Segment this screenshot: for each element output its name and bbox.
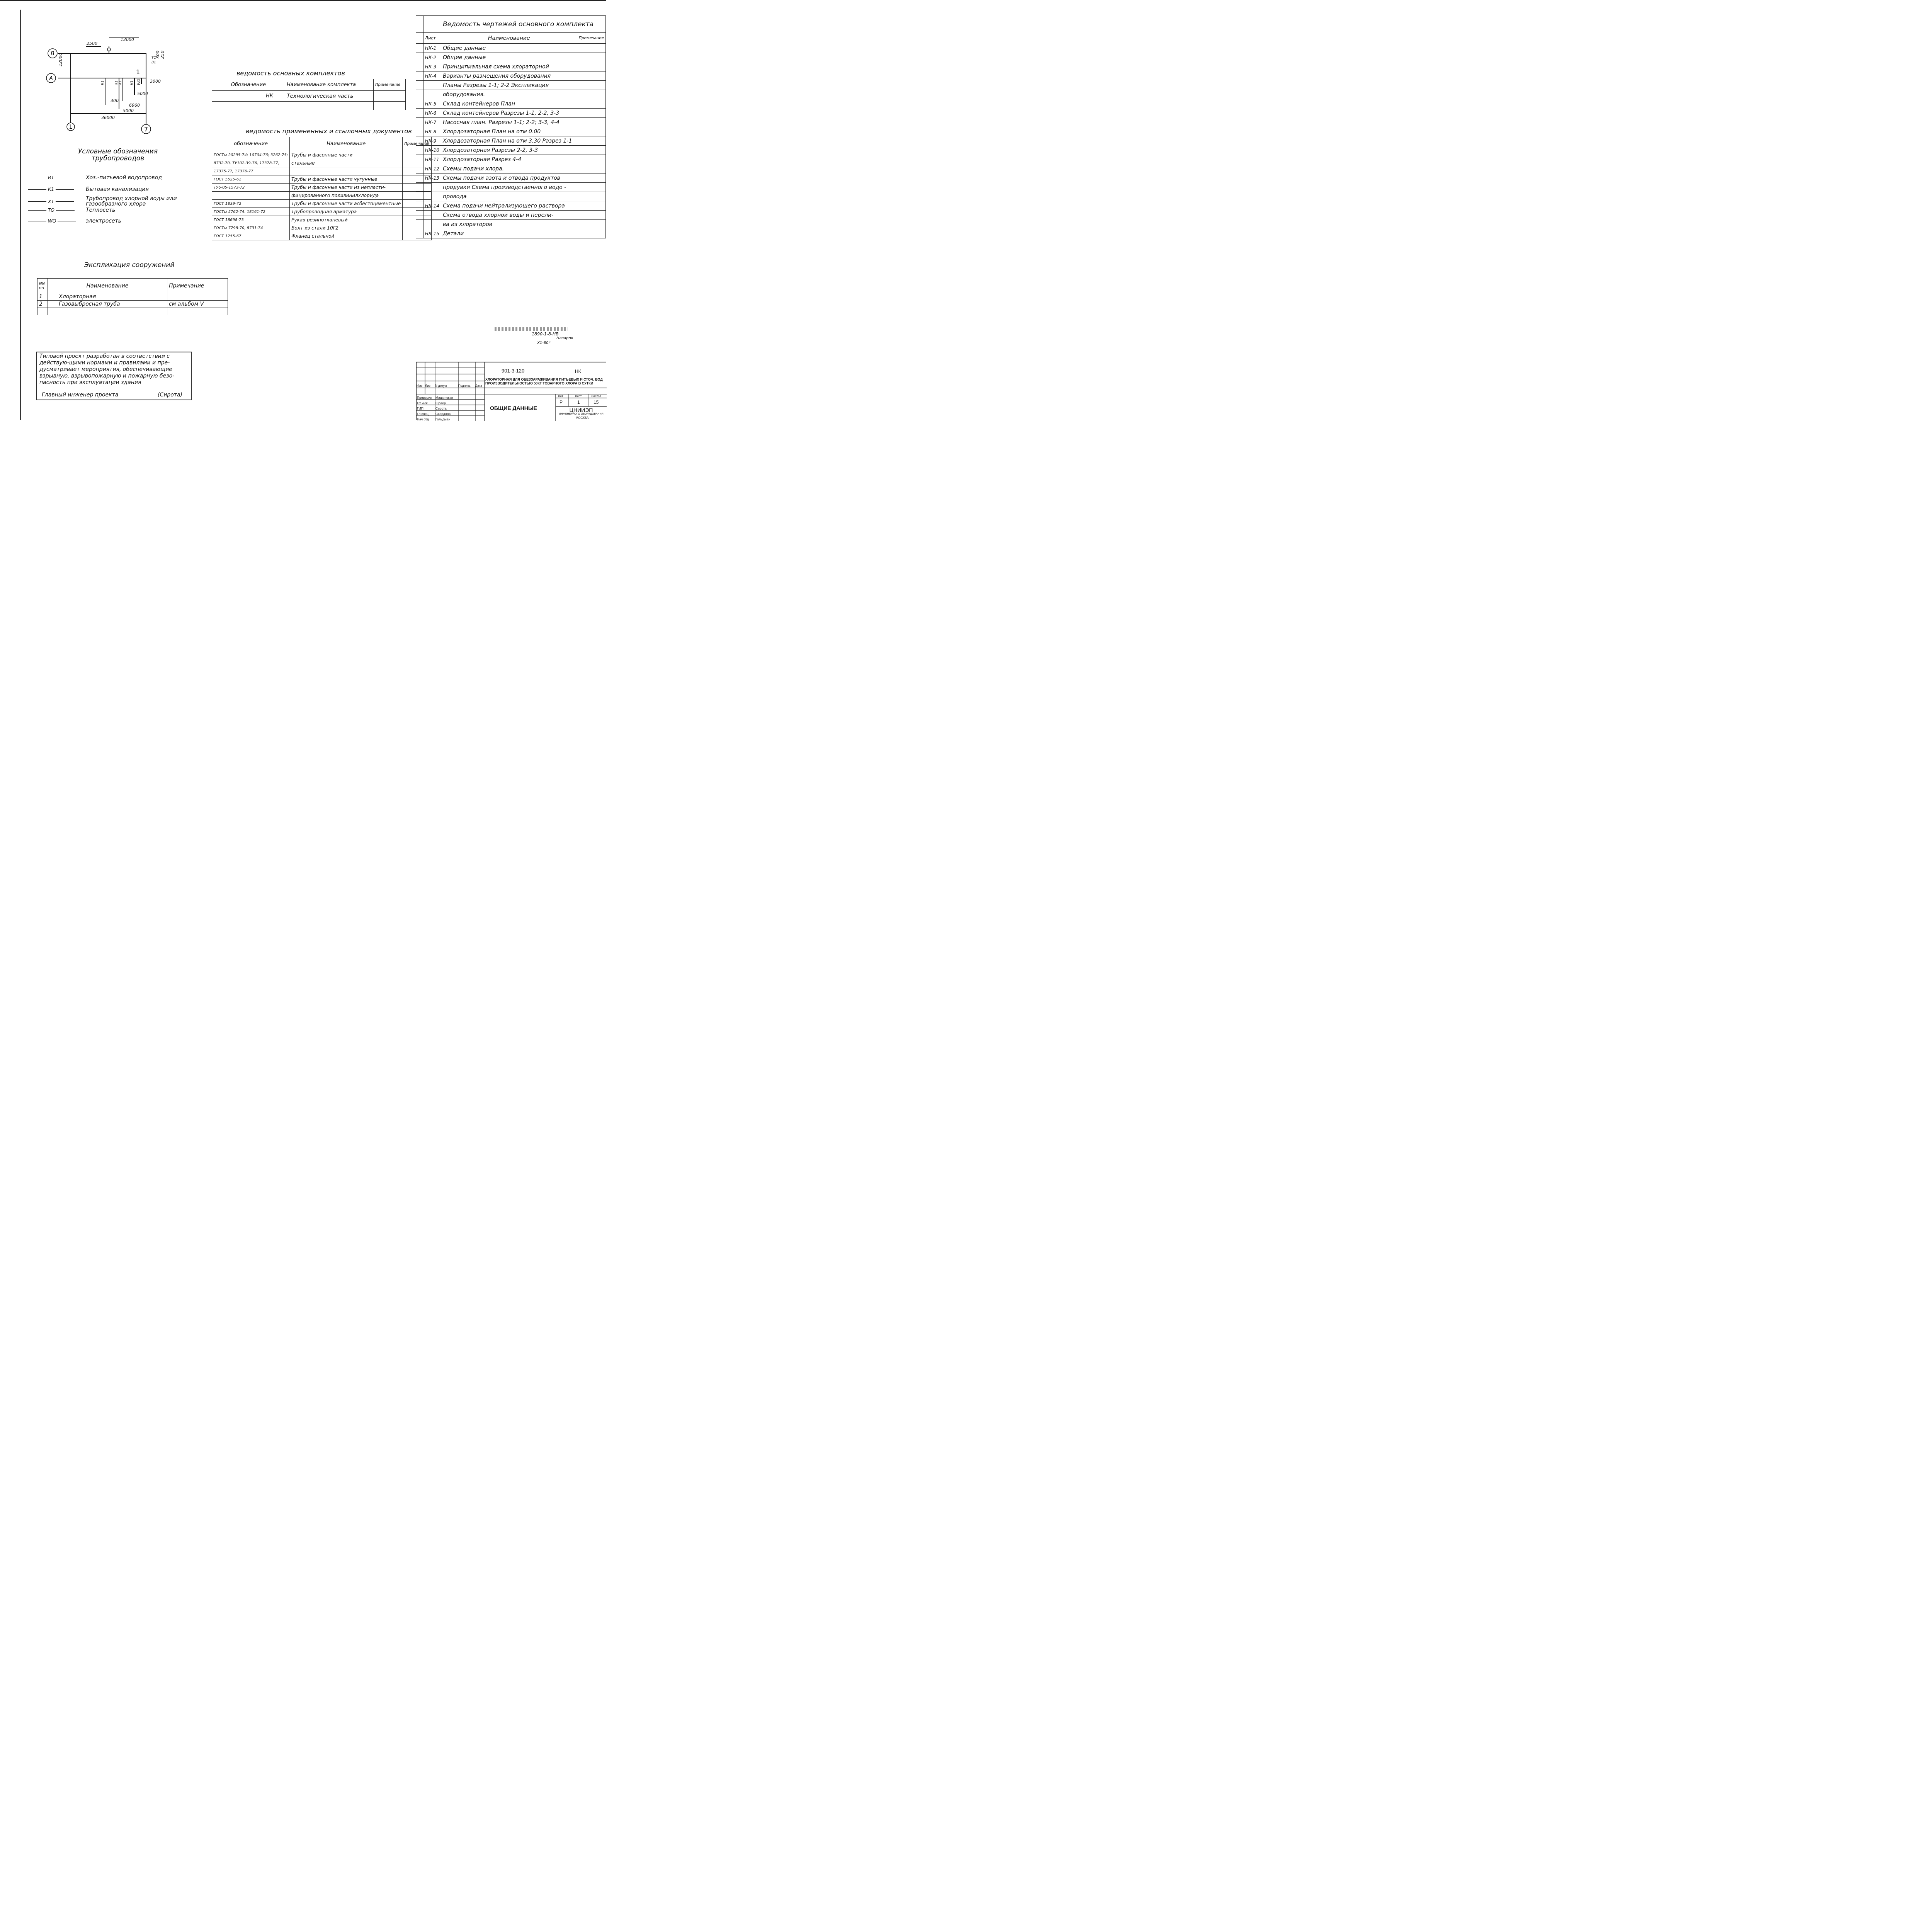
pipe-tag-x1-a: Х1 bbox=[115, 80, 119, 85]
drawings-note-cell bbox=[577, 164, 605, 173]
pipe-tag-x1-b: Х1 bbox=[119, 80, 122, 85]
main-sets-header-name: Наименование комплекта bbox=[285, 79, 374, 91]
legend-item-x1 bbox=[28, 196, 194, 207]
drawings-note-cell bbox=[577, 146, 605, 155]
explication-header-name: Наименование bbox=[48, 279, 167, 293]
title-sheet-header: Лист bbox=[575, 395, 582, 398]
drawings-row bbox=[416, 99, 606, 109]
drawings-name-cell: провода bbox=[441, 192, 577, 201]
explication-cell bbox=[37, 308, 48, 315]
drawings-title: Ведомость чертежей основного комплекта bbox=[441, 16, 605, 33]
ref-docs-row bbox=[212, 208, 432, 216]
drawings-row bbox=[416, 44, 606, 53]
title-person-role: Ст инж bbox=[417, 401, 428, 405]
drawings-sheet-cell: НК-10 bbox=[423, 146, 441, 155]
drawings-name-cell: Насосная план. Разрезы 1-1; 2-2; 3-3, 4-4 bbox=[441, 118, 577, 127]
drawings-name-cell: Схема подачи нейтрализующего раствора bbox=[441, 201, 577, 211]
drawings-row bbox=[416, 109, 606, 118]
main-sets-cell bbox=[374, 102, 406, 110]
ref-docs-row bbox=[212, 232, 432, 240]
legend-title-line1: Условные обозначения bbox=[78, 148, 158, 155]
title-person-name: Сирота bbox=[435, 406, 447, 410]
legend-item-to bbox=[28, 207, 116, 213]
title-block bbox=[416, 362, 606, 420]
drawings-row bbox=[416, 127, 606, 136]
ref-docs-cell: ГОСТы 7798-70, 8731-74 bbox=[212, 224, 290, 232]
title-col-header: Лист bbox=[425, 384, 432, 388]
drawings-note-cell bbox=[577, 53, 605, 62]
legend-item-k1 bbox=[28, 186, 149, 192]
dim-250: 250 bbox=[160, 51, 165, 59]
ref-docs-header-designation: обозначение bbox=[212, 137, 290, 151]
drawings-note-cell bbox=[577, 99, 605, 109]
ref-docs-cell bbox=[212, 192, 290, 200]
drawings-row bbox=[416, 155, 606, 164]
drawings-note-cell bbox=[577, 71, 605, 81]
drawings-note-cell bbox=[577, 229, 605, 238]
ref-docs-row bbox=[212, 159, 432, 167]
axis-1-label: 1 bbox=[69, 124, 73, 130]
archive-stamp bbox=[495, 327, 580, 348]
drawings-margin-cell bbox=[416, 229, 423, 238]
ref-docs-cell: ГОСТы 5762-74, 18161-72 bbox=[212, 208, 290, 216]
drawings-margin-cell bbox=[416, 118, 423, 127]
ref-docs-table bbox=[212, 137, 432, 240]
dim-5000-b: 5000 bbox=[123, 108, 134, 113]
drawings-row bbox=[416, 71, 606, 81]
drawings-sheet-cell: НК-6 bbox=[423, 109, 441, 118]
ref-docs-cell: ГОСТ 5525-61 bbox=[212, 175, 290, 184]
dim-12000-top: 12000 bbox=[121, 37, 134, 42]
drawings-note-cell bbox=[577, 220, 605, 229]
drawings-sheet-cell bbox=[423, 183, 441, 192]
drawings-note-cell bbox=[577, 62, 605, 71]
legend-text-to: Теплосеть bbox=[86, 207, 116, 213]
drawings-note-cell bbox=[577, 136, 605, 146]
drawings-row bbox=[416, 201, 606, 211]
title-sheets-header: Листов bbox=[591, 395, 601, 398]
ref-docs-cell: Трубы и фасонные части из непласти- bbox=[290, 184, 403, 192]
main-sets-title: ведомость основных комплектов bbox=[236, 70, 345, 77]
ref-docs-cell: ТУ6-05-1573-72 bbox=[212, 184, 290, 192]
drawings-name-cell: Варианты размещения оборудования bbox=[441, 71, 577, 81]
drawings-row bbox=[416, 183, 606, 192]
drawings-note-cell bbox=[577, 118, 605, 127]
ref-docs-row bbox=[212, 224, 432, 232]
legend-code-v1: В1 bbox=[48, 175, 54, 180]
explication-cell: Хлораторная bbox=[48, 293, 167, 301]
legend-text-x1: Трубопровод хлорной воды или газообразного хлора bbox=[86, 196, 177, 207]
pipe-tag-to: ТО bbox=[151, 56, 156, 60]
title-people bbox=[417, 395, 475, 422]
drawings-margin-cell bbox=[416, 109, 423, 118]
title-col-header: Изм bbox=[417, 384, 422, 388]
ref-docs-header-note: Примечание bbox=[403, 137, 431, 151]
drawings-name-cell: ва из хлораторов bbox=[441, 220, 577, 229]
drawings-name-cell: Детали bbox=[441, 229, 577, 238]
explication-cell bbox=[48, 308, 167, 315]
explication-row bbox=[37, 293, 228, 301]
title-sheets-count: 15 bbox=[594, 400, 599, 405]
drawings-margin-cell bbox=[416, 155, 423, 164]
ref-docs-cell: стальные bbox=[290, 159, 403, 167]
legend-code-wo: WO bbox=[48, 218, 56, 224]
legend-text-k1: Бытовая канализация bbox=[86, 186, 149, 192]
legend-title-line2: трубопроводов bbox=[91, 155, 145, 162]
drawings-name-cell: Общие данные bbox=[441, 44, 577, 53]
dim-3000: 3000 bbox=[150, 79, 161, 84]
ref-docs-cell: Фланец стальной bbox=[290, 232, 403, 240]
drawings-sheet-cell bbox=[423, 211, 441, 220]
dim-5000-a: 5000 bbox=[137, 91, 148, 96]
site-scheme bbox=[0, 0, 216, 139]
title-project-code: 901-3-120 bbox=[502, 368, 525, 374]
drawings-note-cell bbox=[577, 201, 605, 211]
axis-7-label: 7 bbox=[144, 126, 148, 133]
ref-docs-row bbox=[212, 216, 432, 224]
ref-docs-cell: 8732-70, ТУ102-39-76, 17378-77, bbox=[212, 159, 290, 167]
drawings-sheet-cell: НК-3 bbox=[423, 62, 441, 71]
drawings-name-cell: продувки Схема производственного водо - bbox=[441, 183, 577, 192]
drawings-row bbox=[416, 81, 606, 90]
ref-docs-row bbox=[212, 167, 432, 175]
explication-title: Экспликация сооружений bbox=[84, 261, 175, 269]
drawings-note-cell bbox=[577, 109, 605, 118]
explication-cell bbox=[167, 293, 228, 301]
drawings-sheet-cell: НК-9 bbox=[423, 136, 441, 146]
drawings-note-cell bbox=[577, 127, 605, 136]
title-sheet-number: 1 bbox=[577, 400, 580, 405]
title-stage-header: Лит bbox=[558, 395, 563, 398]
ref-docs-cell: ГОСТ 1255-67 bbox=[212, 232, 290, 240]
title-org-city: г МОСКВА bbox=[573, 416, 589, 420]
explication-header-number: NN пп bbox=[37, 279, 48, 293]
stamp-line1: 1890-1-8-НВ bbox=[532, 332, 559, 337]
drawings-name-cell: Схема отвода хлорной воды и перели- bbox=[441, 211, 577, 220]
dim-2500: 2500 bbox=[87, 41, 97, 46]
ref-docs-header-name: Наименование bbox=[290, 137, 403, 151]
drawings-margin-cell bbox=[416, 44, 423, 53]
stamp-smudge bbox=[495, 327, 568, 331]
ref-docs-cell: 17375-77, 17376-77 bbox=[212, 167, 290, 175]
drawings-sheet-cell bbox=[423, 90, 441, 99]
main-sets-cell: Технологическая часть bbox=[285, 91, 374, 102]
explication-row bbox=[37, 308, 228, 315]
drawings-row bbox=[416, 173, 606, 183]
drawings-sheet-cell: НК-2 bbox=[423, 53, 441, 62]
title-org-sub: ИНЖЕНЕРНОГО ОБОРУДОВАНИЯ bbox=[559, 413, 604, 415]
drawings-sheet-cell: НК-14 bbox=[423, 201, 441, 211]
explication-cell: см альбом V bbox=[167, 301, 228, 308]
title-org-name: ЦНИИЭП bbox=[569, 407, 593, 413]
dim-6960: 6960 bbox=[129, 103, 140, 108]
drawings-margin-cell bbox=[416, 99, 423, 109]
drawings-row bbox=[416, 62, 606, 71]
drawings-row bbox=[416, 118, 606, 127]
ref-docs-cell bbox=[290, 167, 403, 175]
drawings-name-cell: Хлордозаторная План на отм 3.30 Разрез 1-1 bbox=[441, 136, 577, 146]
signature-name: (Сирота) bbox=[158, 392, 182, 398]
ref-docs-row bbox=[212, 151, 432, 159]
drawings-note-cell bbox=[577, 44, 605, 53]
legend-title bbox=[70, 148, 166, 162]
explication-cell: Газовыбросная труба bbox=[48, 301, 167, 308]
title-stage: Р bbox=[560, 400, 563, 405]
drawings-margin-cell bbox=[416, 90, 423, 99]
drawings-row bbox=[416, 192, 606, 201]
dim-300-a: 300 bbox=[155, 51, 160, 59]
ref-docs-cell: ГОСТы 20295-74; 10704-76; 3262-75; bbox=[212, 151, 290, 159]
legend-code-x1: Х1 bbox=[48, 199, 54, 204]
axis-b-label: В bbox=[51, 51, 54, 57]
drawings-sheet-cell: НК-13 bbox=[423, 173, 441, 183]
building-number: 1 bbox=[136, 68, 140, 76]
drawings-header-name: Наименование bbox=[441, 33, 577, 44]
explication-cell: 2 bbox=[37, 301, 48, 308]
drawings-name-cell: Схемы подачи хлора. bbox=[441, 164, 577, 173]
ref-docs-cell: Трубопроводная арматура bbox=[290, 208, 403, 216]
drawings-table bbox=[416, 15, 606, 238]
title-col-header: Дата bbox=[475, 384, 482, 388]
drawings-name-cell: оборудования. bbox=[441, 90, 577, 99]
drawings-note-cell bbox=[577, 173, 605, 183]
explication-table bbox=[37, 278, 228, 315]
pipe-tag-k1-a: К1 bbox=[101, 80, 105, 85]
drawings-name-cell: Склад контейнеров План bbox=[441, 99, 577, 109]
drawings-row bbox=[416, 146, 606, 155]
signature-role: Главный инженер проекта bbox=[42, 392, 119, 398]
drawings-note-cell bbox=[577, 81, 605, 90]
main-sets-cell: НК bbox=[212, 91, 285, 102]
ref-docs-cell: ГОСТ 18698-73 bbox=[212, 216, 290, 224]
drawings-margin-cell bbox=[416, 62, 423, 71]
drawings-sheet-cell: НК-11 bbox=[423, 155, 441, 164]
title-sheet-title: ОБЩИЕ ДАННЫЕ bbox=[490, 405, 537, 411]
pipe-tag-v1: В1 bbox=[151, 61, 156, 65]
general-note-text: Типовой проект разработан в соответствии с действую-щими нормами и правилами и пре-дусматривает мероприятия, обеспечивающие взрывную, взрывопожарную и пожарную безо-пасность при эксплуатации здания bbox=[39, 353, 175, 386]
title-set-code: НК bbox=[575, 369, 581, 374]
ref-docs-cell: Трубы и фасонные части чугунные bbox=[290, 175, 403, 184]
title-col-header: N докум bbox=[435, 384, 447, 388]
ref-docs-cell: Рукав резинотканевый bbox=[290, 216, 403, 224]
drawings-name-cell: Хлордозаторная План на отм 0.00 bbox=[441, 127, 577, 136]
drawings-sheet-cell: НК-5 bbox=[423, 99, 441, 109]
title-person-role: Нач отд bbox=[417, 417, 429, 421]
drawings-margin-cell bbox=[416, 127, 423, 136]
title-person-role: Гл спец bbox=[417, 412, 429, 416]
drawings-note-cell bbox=[577, 155, 605, 164]
explication-cell bbox=[167, 308, 228, 315]
ref-docs-cell: ГОСТ 1839-72 bbox=[212, 200, 290, 208]
explication-header-note: Примечание bbox=[167, 279, 228, 293]
title-person-role: Проверил bbox=[417, 396, 432, 400]
title-person-name: Машинская bbox=[435, 396, 453, 400]
drawings-margin-cell bbox=[416, 183, 423, 192]
ref-docs-row bbox=[212, 192, 432, 200]
drawings-name-cell: Принципиальная схема хлораторной bbox=[441, 62, 577, 71]
drawings-margin-cell bbox=[416, 71, 423, 81]
legend-item-v1 bbox=[28, 175, 162, 181]
ref-docs-row bbox=[212, 175, 432, 184]
drawings-margin-cell bbox=[416, 164, 423, 173]
drawings-header-sheet: Лист bbox=[423, 33, 441, 44]
drawings-margin-cell bbox=[416, 211, 423, 220]
title-person-name: Шраер bbox=[435, 401, 446, 405]
title-col-header: Подпись bbox=[458, 384, 471, 388]
drawings-row bbox=[416, 220, 606, 229]
ref-docs-cell: Трубы и фасонные части асбестоцементные bbox=[290, 200, 403, 208]
title-col-headers bbox=[417, 384, 485, 388]
drawings-name-cell: Склад контейнеров Разрезы 1-1, 2-2, 3-3 bbox=[441, 109, 577, 118]
drawings-name-cell: Хлордозаторная Разрезы 2-2, 3-3 bbox=[441, 146, 577, 155]
title-person-role: ГИП bbox=[417, 406, 423, 410]
drawings-header-note: Примечание bbox=[577, 33, 605, 44]
main-sets-header-note: Примечание bbox=[374, 79, 406, 91]
stamp-line3: Х1-80г bbox=[537, 341, 551, 345]
drawings-note-cell bbox=[577, 183, 605, 192]
drawings-sheet-cell: НК-7 bbox=[423, 118, 441, 127]
drawings-sheet-cell: НК-15 bbox=[423, 229, 441, 238]
drawings-name-cell: Хлордозаторная Разрез 4-4 bbox=[441, 155, 577, 164]
explication-row bbox=[37, 301, 228, 308]
drawings-margin-cell bbox=[416, 81, 423, 90]
main-sets-cell bbox=[285, 102, 374, 110]
legend-text-v1: Хоз.-питьевой водопровод bbox=[86, 175, 162, 181]
stamp-line2: Назаров bbox=[556, 336, 573, 340]
drawings-sheet-cell: НК-12 bbox=[423, 164, 441, 173]
drawings-margin-cell bbox=[416, 53, 423, 62]
pipe-tag-k1-b: К1 bbox=[130, 80, 134, 85]
drawings-sheet-cell: НК-8 bbox=[423, 127, 441, 136]
drawings-margin-cell bbox=[416, 146, 423, 155]
general-note bbox=[36, 352, 192, 400]
drawings-row bbox=[416, 90, 606, 99]
pipe-tag-wo: WO bbox=[137, 79, 141, 85]
drawings-sheet-cell: НК-1 bbox=[423, 44, 441, 53]
dim-12000-side: 12000 bbox=[58, 53, 63, 66]
ref-docs-cell: фицированного поливинилхлорида bbox=[290, 192, 403, 200]
drawings-note-cell bbox=[577, 192, 605, 201]
main-sets-table bbox=[212, 79, 406, 110]
legend-code-to: ТО bbox=[48, 207, 54, 213]
ref-docs-cell: Болт из стали 10Г2 bbox=[290, 224, 403, 232]
ref-docs-row bbox=[212, 200, 432, 208]
drawings-sheet-cell bbox=[423, 192, 441, 201]
drawings-margin-cell bbox=[416, 192, 423, 201]
drawings-row bbox=[416, 211, 606, 220]
drawings-name-cell: Схемы подачи азота и отвода продуктов bbox=[441, 173, 577, 183]
ref-docs-cell: Трубы и фасонные части bbox=[290, 151, 403, 159]
axis-a-label: А bbox=[49, 75, 53, 82]
drawings-sheet-cell bbox=[423, 81, 441, 90]
drawings-name-cell: Планы Разрезы 1-1; 2-2 Экспликация bbox=[441, 81, 577, 90]
main-sets-cell bbox=[374, 91, 406, 102]
legend-item-wo bbox=[28, 218, 121, 224]
drawings-margin-cell bbox=[416, 201, 423, 211]
main-sets-cell bbox=[212, 102, 285, 110]
drawings-sheet-cell bbox=[423, 220, 441, 229]
drawings-name-cell: Общие данные bbox=[441, 53, 577, 62]
drawings-row bbox=[416, 136, 606, 146]
ref-docs-title: ведомость примененных и ссылочных документов bbox=[246, 128, 412, 135]
drawings-note-cell bbox=[577, 211, 605, 220]
dim-300-b: 300 bbox=[111, 98, 119, 103]
drawings-sheet-cell: НК-4 bbox=[423, 71, 441, 81]
drawings-margin-cell bbox=[416, 220, 423, 229]
ref-docs-row bbox=[212, 184, 432, 192]
title-person-name: Гольдман bbox=[435, 417, 451, 421]
title-project-name: ХЛОРАТОРНАЯ ДЛЯ ОБЕЗЗАРАЖИВАНИЯ ПИТЬЕВЫХ И СТОЧ. ВОД ПРОИЗВОДИТЕЛЬНОСТЬЮ 50КГ ТОВАРНОГО ХЛОРА В СУТКИ bbox=[485, 378, 603, 385]
dim-36000: 36000 bbox=[101, 115, 115, 120]
drawings-note-cell bbox=[577, 90, 605, 99]
drawings-row bbox=[416, 229, 606, 238]
main-sets-header-designation: Обозначение bbox=[212, 79, 285, 91]
legend-code-k1: К1 bbox=[48, 187, 54, 192]
explication-cell: 1 bbox=[37, 293, 48, 301]
title-person-name: Свердлов bbox=[435, 412, 451, 416]
legend-text-wo: электросеть bbox=[86, 218, 122, 224]
drawings-margin-cell bbox=[416, 173, 423, 183]
drawings-margin-cell bbox=[416, 136, 423, 146]
drawings-row bbox=[416, 164, 606, 173]
drawings-row bbox=[416, 53, 606, 62]
